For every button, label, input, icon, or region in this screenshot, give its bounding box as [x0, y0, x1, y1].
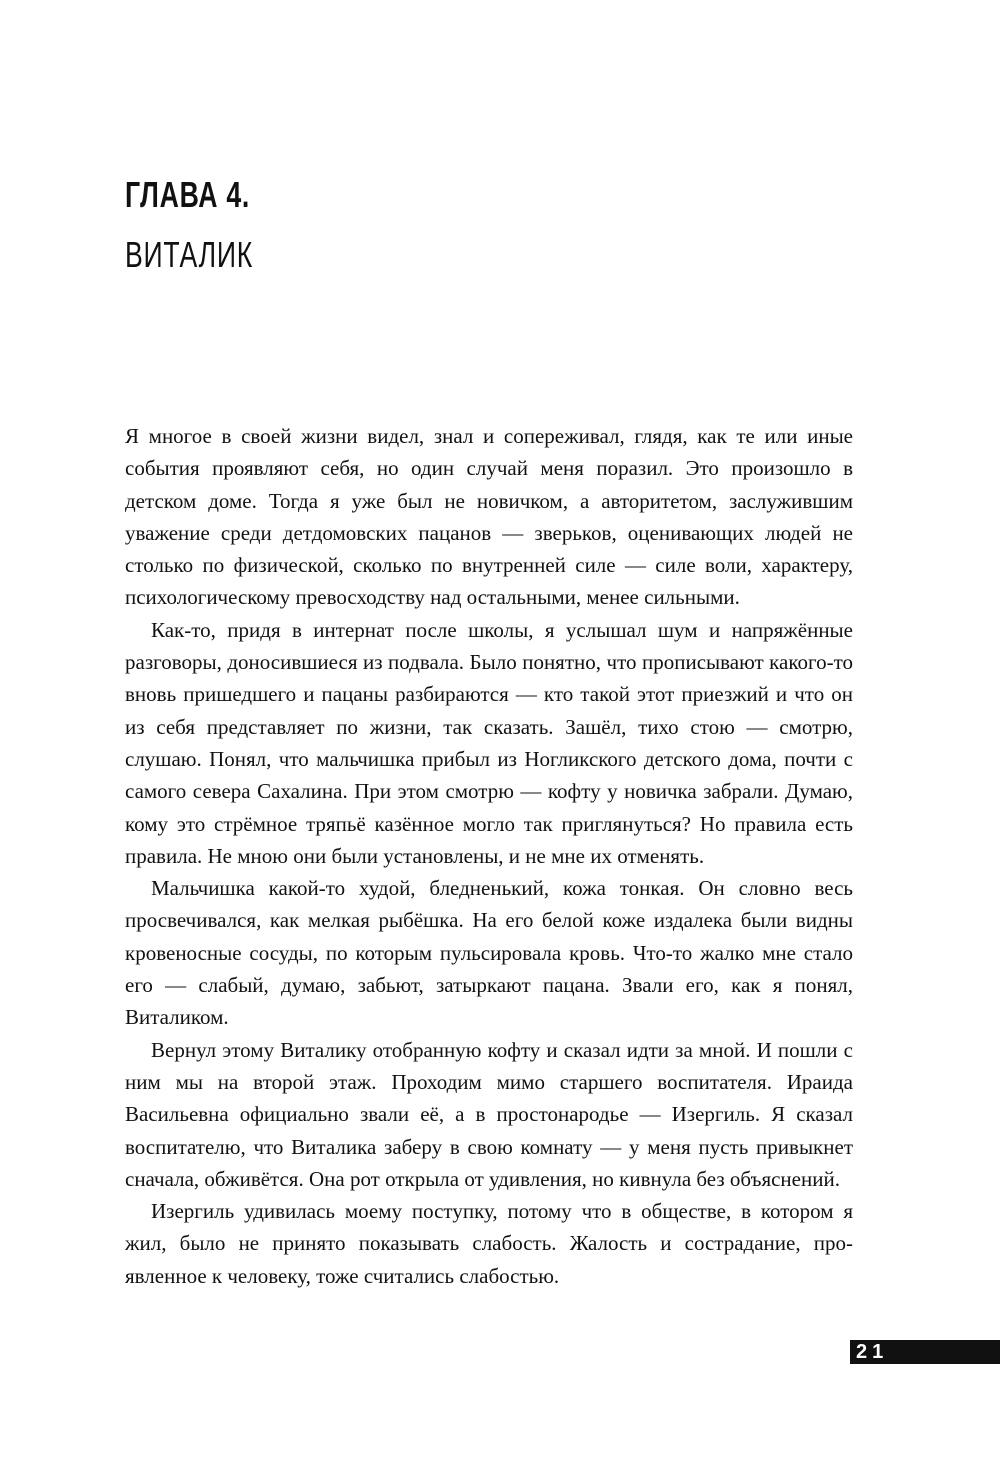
chapter-body	[125, 420, 853, 1292]
chapter-subtitle: ВИТАЛИК	[125, 234, 253, 275]
paragraph: Я многое в своей жизни видел, знал и сопереживал, глядя, как те или иные события проявляют себя, но один случай меня поразил. Это произошло в детском доме. Тогда я уже был не новичком, а авторитетом, заслужившим уважение среди детдомовских пацанов — зверьков, оценивающих людей не столько по физической, сколько по внутренней силе — силе воли, характеру, психологическому превосходству над остальными, менее сильными.	[125, 424, 853, 610]
paragraph: Изергиль удивилась моему поступку, потому что в обществе, в котором я жил, было не принято показывать слабость. Жалость и сострадание, проявленное к человеку, тоже считались слабостью.	[125, 1199, 853, 1288]
paragraph: Вернул этому Виталику отобранную кофту и сказал идти за мной. И пошли с ним мы на второй этаж. Проходим мимо старшего воспитателя. Ираида Васильевна официально звали её, а в простонародье — Изергиль. Я сказал воспитателю, что Виталика заберу в свою комнату — у меня пусть привыкнет сначала, обживётся. Она рот открыла от удивления, но кивнула без объяснений.	[125, 1037, 853, 1191]
page-number: 21	[856, 1341, 889, 1363]
chapter-title: ГЛАВА 4.	[125, 174, 251, 215]
page-number-bar	[850, 1340, 1000, 1364]
paragraph: Как-то, придя в интернат после школы, я услышал шум и напряжённые разговоры, доносившиеся из подвала. Было понятно, что прописывают какого-то вновь пришедшего и пацаны разбираются — кто такой этот приезжий и что он из себя представляет по жизни, так сказать. Зашёл, тихо стою — смотрю, слушаю. Понял, что мальчишка прибыл из Ногликского детского дома, почти с самого севера Сахалина. При этом смотрю — кофту у новичка забрали. Думаю, кому это стрёмное тряпьё казённое могло так приглянуться? Но правила есть правила. Не мною они были установлены, и не мне их отменять.	[125, 617, 853, 868]
paragraph: Мальчишка какой-то худой, бледненький, кожа тонкая. Он словно весь просвечивался, как мелкая рыбёшка. На его белой коже издалека были видны кровеносные сосуды, по которым пульсировала кровь. Что-то жалко мне стало его — слабый, думаю, забьют, затыркают пацана. Звали его, как я понял, Виталиком.	[125, 876, 853, 1030]
